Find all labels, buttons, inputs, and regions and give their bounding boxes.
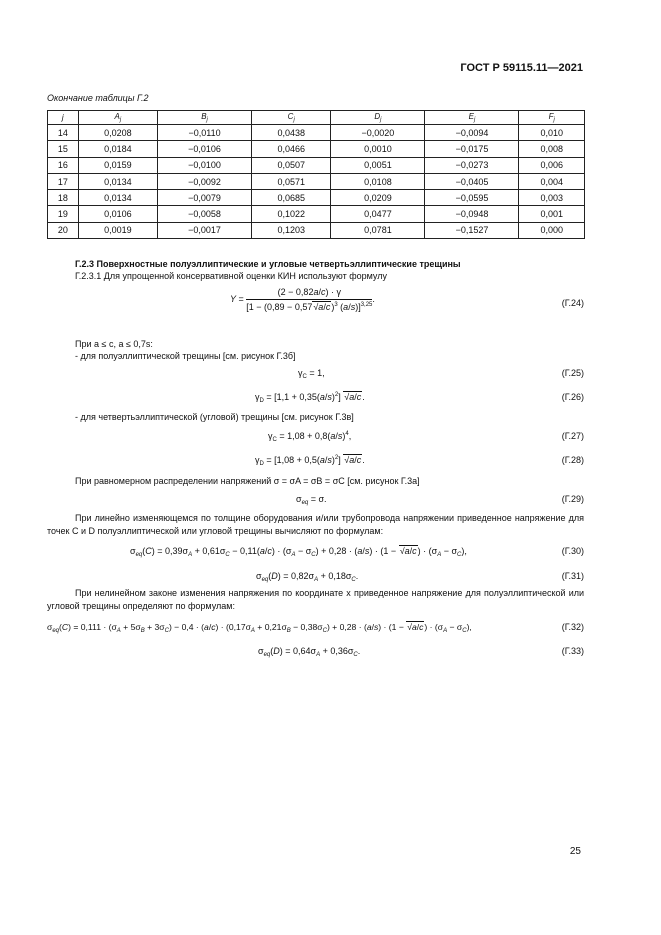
table-cell: −0,0079 (158, 190, 252, 206)
table-cell: 0,0019 (78, 222, 157, 238)
table-cell: 18 (48, 190, 79, 206)
table-cell: 0,000 (519, 222, 585, 238)
eq-number-26: (Г.26) (561, 392, 584, 402)
table-cell: 0,0106 (78, 206, 157, 222)
linear-stress-text: При линейно изменяющемся по толщине оборудования и/или трубопровода напряжении приведенное напряжение для точек С и D полуэллиптической или угловой трещины вычисляют по формулам: (47, 513, 584, 536)
eq-number-30: (Г.30) (561, 546, 584, 556)
table-cell: 0,004 (519, 173, 585, 189)
table-cell: 0,003 (519, 190, 585, 206)
equation-g26: $\gamma_D = [1,1 + 0,35(a/s)^2]$ √a/c. (255, 392, 365, 404)
eq-number-32: (Г.32) (561, 622, 584, 632)
table-row (48, 190, 585, 206)
coefficient-table (47, 110, 585, 239)
table-cell: 0,0781 (331, 222, 425, 238)
table-cell: 0,0134 (78, 190, 157, 206)
table-cell: −0,0058 (158, 206, 252, 222)
table-cell: 14 (48, 125, 79, 141)
col-a: $A_j$ (78, 111, 157, 125)
equation-g30: $\sigma_{eq}(C) = 0,39\sigma_A + 0,61\sigma_C - 0,11(a/c) \cdot (\sigma_A - \sigma_C) + 0,28 \cdot (a/s) \cdot (1 - √a/c) \cdot (\sigma_A - \sigma_C)$, (130, 546, 467, 558)
table-cell: 0,0051 (331, 157, 425, 173)
equation-g27: $\gamma_C = 1,08 + 0,8(a/s)^4$, (268, 431, 352, 443)
eq-number-24: (Г.24) (561, 298, 584, 308)
page-number: 25 (569, 846, 581, 857)
table-cell: −0,1527 (425, 222, 519, 238)
table-cell: −0,0106 (158, 141, 252, 157)
table-cell: 0,0159 (78, 157, 157, 173)
table-cell: −0,0110 (158, 125, 252, 141)
table-cell: 15 (48, 141, 79, 157)
document-header: ГОСТ Р 59115.11—2021 (460, 62, 583, 74)
table-cell: 0,0209 (331, 190, 425, 206)
col-e: $E_j$ (425, 111, 519, 125)
table-cell: 0,010 (519, 125, 585, 141)
eq-number-29: (Г.29) (561, 494, 584, 504)
equation-g24: Y = $\frac{(2 - 0,82a/c) \cdot \gamma}{[1 - (0,89 - 0,57√a/c)^3 (a/s)]^{3,25}}$ . (230, 287, 375, 312)
table-cell: 0,0134 (78, 173, 157, 189)
equation-g28: $\gamma_D = [1,08 + 0,5(a/s)^2]$ √a/c. (255, 455, 365, 467)
semi-elliptic-note: - для полуэллиптической трещины [см. рисунок Г.3б] (75, 351, 296, 361)
eq-number-25: (Г.25) (561, 368, 584, 378)
table-cell: −0,0017 (158, 222, 252, 238)
table-cell: −0,0405 (425, 173, 519, 189)
table-row (48, 173, 585, 189)
col-j: j (48, 111, 79, 125)
table-cell: 0,0685 (252, 190, 331, 206)
table-cell: 17 (48, 173, 79, 189)
table-cell: −0,0948 (425, 206, 519, 222)
equation-g32: $\sigma_{eq}(C) = 0,111 \cdot (\sigma_A + 5\sigma_B + 3\sigma_C) - 0,4 \cdot (a/c) \cdot (0,17\sigma_A + 0,21\sigma_B - 0,38\sigma_C) + 0,28 \cdot (a/s) \cdot (1 - √a/c) \cdot (\sigma_A - \sigma_C)$, (47, 622, 472, 634)
table-cell: 0,1203 (252, 222, 331, 238)
col-d: $D_j$ (331, 111, 425, 125)
table-cell: 0,0477 (331, 206, 425, 222)
eq-number-31: (Г.31) (561, 571, 584, 581)
table-cell: 19 (48, 206, 79, 222)
table-cell: −0,0175 (425, 141, 519, 157)
table-cell: 0,0010 (331, 141, 425, 157)
table-cell: 0,0507 (252, 157, 331, 173)
table-cell: 0,1022 (252, 206, 331, 222)
equation-g33: $\sigma_{eq}(D) = 0,64\sigma_A + 0,36\sigma_C$. (258, 646, 361, 658)
table-cell: −0,0595 (425, 190, 519, 206)
table-cell: −0,0273 (425, 157, 519, 173)
col-c: $C_j$ (252, 111, 331, 125)
eq-number-33: (Г.33) (561, 646, 584, 656)
table-header-row (48, 111, 585, 125)
table-cell: −0,0092 (158, 173, 252, 189)
equation-g31: $\sigma_{eq}(D) = 0,82\sigma_A + 0,18\sigma_C$. (256, 571, 359, 583)
table-cell: 0,0184 (78, 141, 157, 157)
condition-text: При a ≤ c, a ≤ 0,7s: (75, 339, 153, 349)
quarter-elliptic-note: - для четвертьэллиптической (угловой) трещины [см. рисунок Г.3в] (75, 412, 354, 422)
table-cell: 0,008 (519, 141, 585, 157)
eq-number-27: (Г.27) (561, 431, 584, 441)
table-cell: 0,0108 (331, 173, 425, 189)
table-row (48, 125, 585, 141)
table-cell: 0,0208 (78, 125, 157, 141)
table-cell: 0,0571 (252, 173, 331, 189)
table-row (48, 141, 585, 157)
table-row (48, 222, 585, 238)
paragraph-g231: Г.2.3.1 Для упрощенной консервативной оценки КИН используют формулу (75, 271, 387, 281)
col-b: $B_j$ (158, 111, 252, 125)
table-row (48, 157, 585, 173)
table-cell: 20 (48, 222, 79, 238)
equation-g25: $\gamma_C = 1$, (298, 368, 325, 380)
eq-number-28: (Г.28) (561, 455, 584, 465)
table-row (48, 206, 585, 222)
section-heading: Г.2.3 Поверхностные полуэллиптические и угловые четвертьэллиптические трещины (75, 259, 461, 269)
uniform-stress-text: При равномерном распределении напряжений σ = σA = σB = σC [см. рисунок Г.3а] (75, 476, 420, 486)
table-cell: 16 (48, 157, 79, 173)
table-cell: 0,006 (519, 157, 585, 173)
table-cell: −0,0094 (425, 125, 519, 141)
equation-g29: $\sigma_{eq} = \sigma$. (296, 494, 327, 506)
col-f: $F_j$ (519, 111, 585, 125)
table-cell: 0,0438 (252, 125, 331, 141)
nonlinear-stress-text: При нелинейном законе изменения напряжения по координате x приведенное напряжение для полуэллиптической или угловой трещины определяют по формулам: (47, 588, 584, 611)
table-cell: −0,0100 (158, 157, 252, 173)
table-cell: −0,0020 (331, 125, 425, 141)
table-cell: 0,001 (519, 206, 585, 222)
table-cell: 0,0466 (252, 141, 331, 157)
table-caption: Окончание таблицы Г.2 (47, 93, 149, 103)
